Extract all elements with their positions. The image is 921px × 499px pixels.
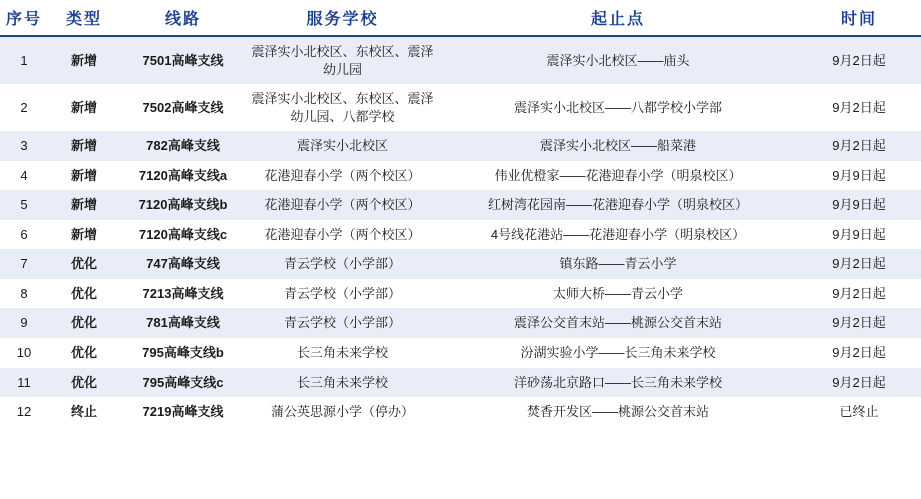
table-body <box>0 36 921 427</box>
cell-time: 9月2日起 <box>797 249 921 279</box>
cell-time: 9月9日起 <box>797 161 921 191</box>
cell-type: 新增 <box>48 36 120 84</box>
cell-index: 3 <box>0 131 48 161</box>
cell-line: 747高峰支线 <box>120 249 246 279</box>
cell-type: 终止 <box>48 397 120 427</box>
cell-time: 9月9日起 <box>797 220 921 250</box>
column-header-line: 线路 <box>120 0 246 36</box>
cell-index: 5 <box>0 190 48 220</box>
cell-line: 782高峰支线 <box>120 131 246 161</box>
cell-line: 795高峰支线c <box>120 368 246 398</box>
cell-school: 长三角未来学校 <box>246 368 439 398</box>
cell-time: 9月2日起 <box>797 84 921 131</box>
cell-index: 1 <box>0 36 48 84</box>
cell-type: 新增 <box>48 220 120 250</box>
cell-index: 2 <box>0 84 48 131</box>
cell-time: 9月2日起 <box>797 338 921 368</box>
cell-school: 青云学校（小学部） <box>246 249 439 279</box>
cell-type: 新增 <box>48 190 120 220</box>
column-header-type: 类型 <box>48 0 120 36</box>
cell-school: 震泽实小北校区、东校区、震泽幼儿园 <box>246 36 439 84</box>
cell-line: 7120高峰支线c <box>120 220 246 250</box>
cell-school: 震泽实小北校区、东校区、震泽幼儿园、八都学校 <box>246 84 439 131</box>
table-row <box>0 36 921 84</box>
table-row <box>0 161 921 191</box>
table-row <box>0 84 921 131</box>
cell-type: 优化 <box>48 338 120 368</box>
cell-stops: 震泽公交首末站——桃源公交首末站 <box>439 308 797 338</box>
cell-stops: 震泽实小北校区——船菜港 <box>439 131 797 161</box>
cell-time: 9月2日起 <box>797 308 921 338</box>
cell-school: 花港迎春小学（两个校区） <box>246 220 439 250</box>
cell-stops: 洋砂荡北京路口——长三角未来学校 <box>439 368 797 398</box>
cell-line: 7502高峰支线 <box>120 84 246 131</box>
table-row <box>0 220 921 250</box>
cell-type: 新增 <box>48 84 120 131</box>
cell-type: 新增 <box>48 131 120 161</box>
cell-school: 花港迎春小学（两个校区） <box>246 190 439 220</box>
cell-school: 花港迎春小学（两个校区） <box>246 161 439 191</box>
column-header-school: 服务学校 <box>246 0 439 36</box>
table-row <box>0 308 921 338</box>
cell-stops: 太师大桥——青云小学 <box>439 279 797 309</box>
table-row <box>0 131 921 161</box>
cell-index: 9 <box>0 308 48 338</box>
cell-school: 震泽实小北校区 <box>246 131 439 161</box>
cell-type: 优化 <box>48 249 120 279</box>
table-row <box>0 279 921 309</box>
table-row <box>0 397 921 427</box>
cell-stops: 镇东路——青云小学 <box>439 249 797 279</box>
cell-type: 新增 <box>48 161 120 191</box>
cell-index: 6 <box>0 220 48 250</box>
column-header-time: 时间 <box>797 0 921 36</box>
cell-index: 4 <box>0 161 48 191</box>
cell-type: 优化 <box>48 279 120 309</box>
cell-stops: 汾湖实验小学——长三角未来学校 <box>439 338 797 368</box>
table-row <box>0 249 921 279</box>
cell-stops: 红树湾花园南——花港迎春小学（明泉校区） <box>439 190 797 220</box>
cell-time: 已终止 <box>797 397 921 427</box>
cell-time: 9月2日起 <box>797 131 921 161</box>
cell-index: 10 <box>0 338 48 368</box>
cell-type: 优化 <box>48 368 120 398</box>
cell-line: 7120高峰支线b <box>120 190 246 220</box>
cell-line: 7219高峰支线 <box>120 397 246 427</box>
cell-index: 8 <box>0 279 48 309</box>
cell-index: 7 <box>0 249 48 279</box>
cell-time: 9月2日起 <box>797 36 921 84</box>
table-row <box>0 338 921 368</box>
cell-line: 7120高峰支线a <box>120 161 246 191</box>
table-row <box>0 368 921 398</box>
cell-time: 9月2日起 <box>797 279 921 309</box>
cell-time: 9月9日起 <box>797 190 921 220</box>
cell-school: 青云学校（小学部） <box>246 308 439 338</box>
cell-line: 7213高峰支线 <box>120 279 246 309</box>
cell-line: 795高峰支线b <box>120 338 246 368</box>
cell-time: 9月2日起 <box>797 368 921 398</box>
cell-line: 7501高峰支线 <box>120 36 246 84</box>
table-row <box>0 190 921 220</box>
cell-stops: 震泽实小北校区——八都学校小学部 <box>439 84 797 131</box>
column-header-stops: 起止点 <box>439 0 797 36</box>
cell-school: 青云学校（小学部） <box>246 279 439 309</box>
cell-type: 优化 <box>48 308 120 338</box>
cell-index: 12 <box>0 397 48 427</box>
cell-stops: 4号线花港站——花港迎春小学（明泉校区） <box>439 220 797 250</box>
table-header-row <box>0 0 921 36</box>
column-header-index: 序号 <box>0 0 48 36</box>
cell-stops: 伟业优橙家——花港迎春小学（明泉校区） <box>439 161 797 191</box>
cell-line: 781高峰支线 <box>120 308 246 338</box>
cell-stops: 震泽实小北校区——庙头 <box>439 36 797 84</box>
cell-index: 11 <box>0 368 48 398</box>
cell-stops: 焚香开发区——桃源公交首末站 <box>439 397 797 427</box>
cell-school: 长三角未来学校 <box>246 338 439 368</box>
cell-school: 蒲公英思源小学（停办） <box>246 397 439 427</box>
